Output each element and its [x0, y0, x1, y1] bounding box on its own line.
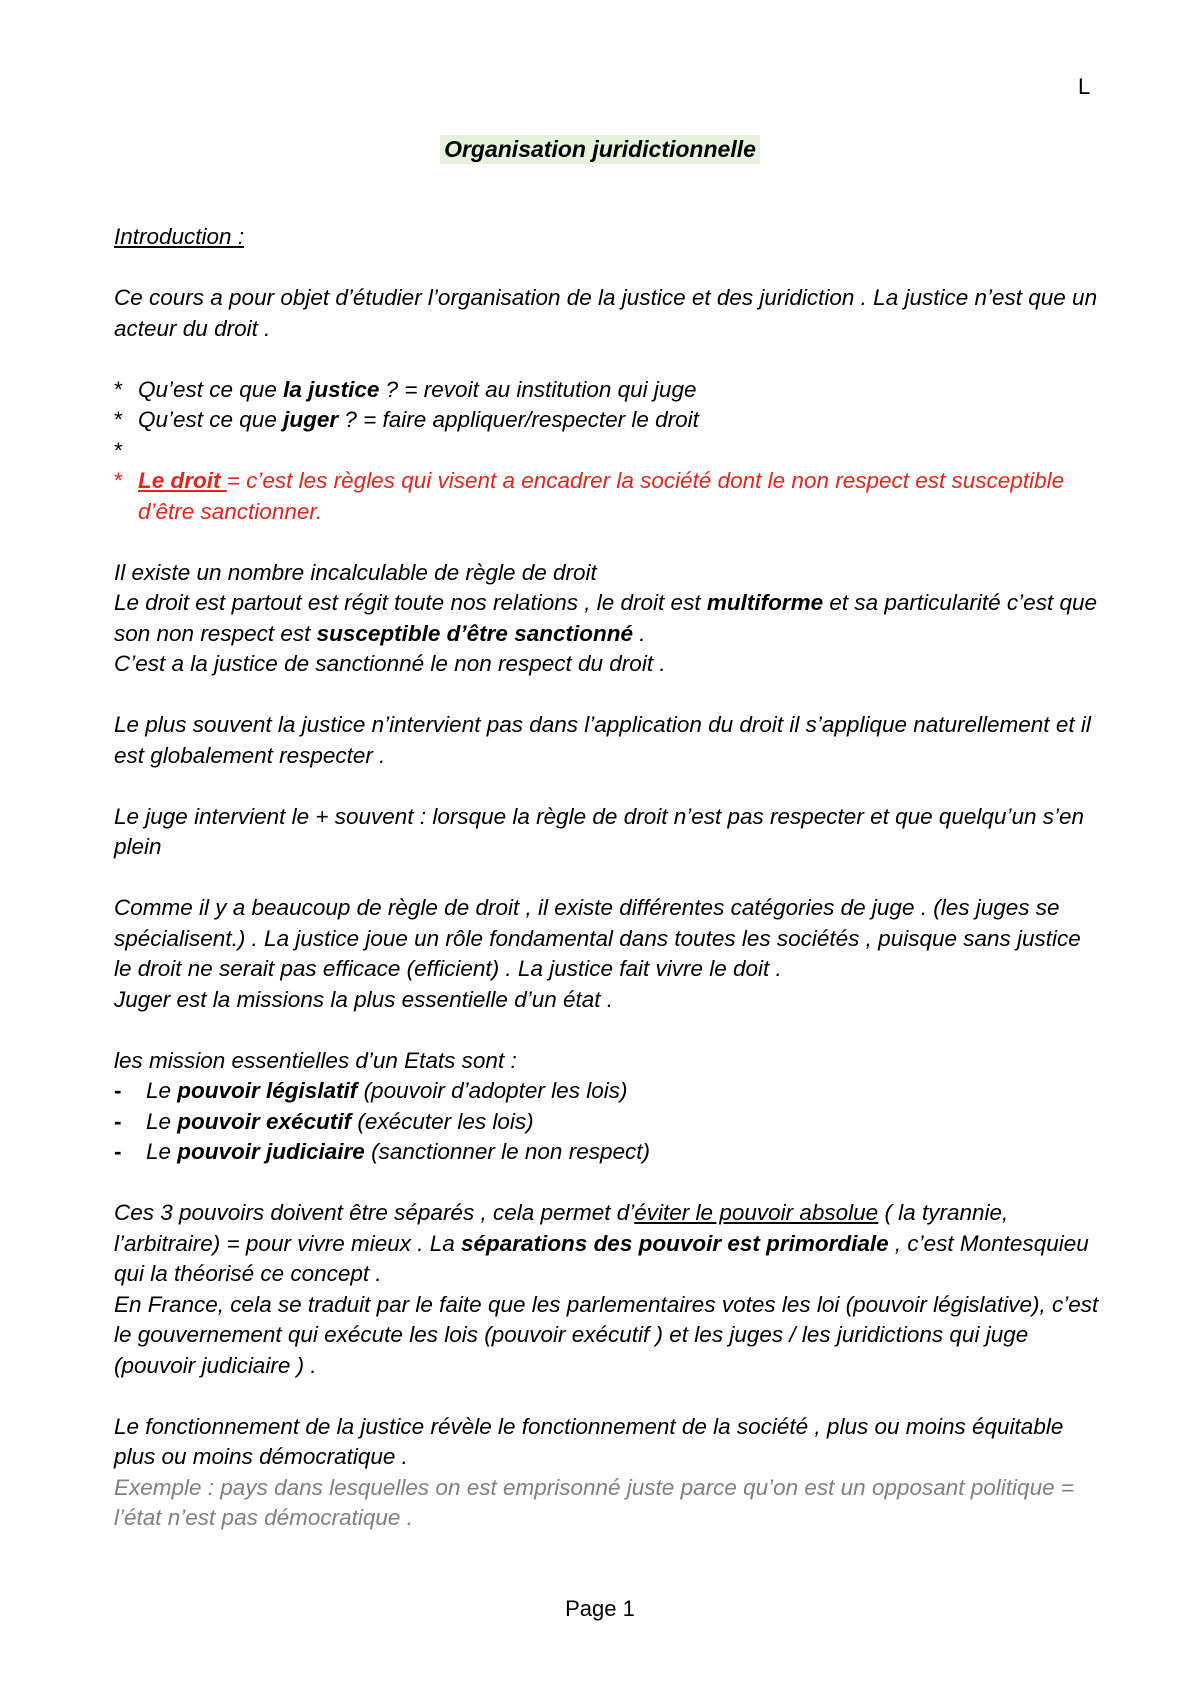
- bold-term: pouvoir judiciaire: [177, 1139, 365, 1164]
- bullet-empty: [114, 436, 1104, 467]
- bold-term: la justice: [283, 376, 380, 402]
- header-mark: L: [1078, 74, 1091, 99]
- paragraph-intro: Ce cours a pour objet d’étudier l’organisation de la justice et des juridiction . La justice n’est que un acteur du droit .: [114, 285, 1098, 341]
- paragraph-droit-line1: Il existe un nombre incalculable de règle de droit: [114, 559, 597, 585]
- paragraph-application: Le plus souvent la justice n’intervient pas dans l’application du droit il s’applique naturellement et il est globalement respecter .: [114, 712, 1091, 768]
- paragraph-juge: Le juge intervient le + souvent : lorsque la règle de droit n’est pas respecter et que quelqu’un s’en plein: [114, 803, 1084, 859]
- paragraph-droit-multiforme: Le droit est partout est régit toute nos relations , le droit est multiforme et sa particularité c’est que son non respect est susceptible d’être sanctionné .: [114, 590, 1097, 646]
- bold-term: multiforme: [706, 590, 824, 615]
- bullet-droit-definition: [114, 466, 1104, 527]
- dash-marker: -: [114, 1139, 122, 1164]
- list-item: - Le pouvoir judiciaire (sanctionner le non respect): [114, 1137, 1104, 1168]
- intro-heading: Introduction :: [114, 224, 245, 249]
- title-container: [0, 135, 1200, 164]
- definition-term: Le droit: [138, 468, 227, 493]
- dash-marker: -: [114, 1108, 122, 1134]
- bullet-justice: * Qu’est ce que la justice ? = revoit au institution qui juge: [114, 375, 1104, 406]
- dash-marker: -: [114, 1078, 122, 1103]
- paragraph-separation: Ces 3 pouvoirs doivent être séparés , cela permet d’éviter le pouvoir absolue ( la tyrannie, l’arbitraire) = pour vivre mieux . La séparations des pouvoir est primordiale , c’est Montesquieu qui la théorisé ce concept .: [114, 1200, 1089, 1286]
- document-title: Organisation juridictionnelle: [440, 135, 760, 164]
- missions-intro: les mission essentielles d’un Etats sont :: [114, 1047, 517, 1073]
- bold-term: juger: [283, 407, 339, 432]
- bold-term: susceptible d’être sanctionné: [316, 620, 633, 646]
- definition-text: = c’est les règles qui visent a encadrer la société dont le non respect est susceptible d’être sanctionner.: [138, 468, 1065, 524]
- paragraph-fonctionnement: Le fonctionnement de la justice révèle le fonctionnement de la société , plus ou moins équitable plus ou moins démocratique .: [114, 1413, 1064, 1469]
- paragraph-missions-etat: Juger est la missions la plus essentielle d’un état .: [114, 986, 614, 1012]
- bold-term: pouvoir exécutif: [177, 1108, 352, 1134]
- bullet-marker: *: [114, 468, 123, 493]
- list-item: - Le pouvoir législatif (pouvoir d’adopter les lois): [114, 1076, 1104, 1107]
- list-item: - Le pouvoir exécutif (exécuter les lois): [114, 1107, 1104, 1138]
- paragraph-categories: Comme il y a beaucoup de règle de droit , il existe différentes catégories de juge . (les juges se spécialisent.) . La justice joue un rôle fondamental dans toutes les sociétés , puisque sans justice le droit ne serait pas efficace (efficient) . La justice fait vivre le doit .: [114, 895, 1081, 981]
- bullet-marker: *: [114, 407, 123, 432]
- bullet-marker: *: [114, 437, 123, 463]
- bullet-juger: * Qu’est ce que juger ? = faire appliquer/respecter le droit: [114, 405, 1104, 436]
- document-body: [114, 222, 1104, 1534]
- paragraph-droit-line4: C’est a la justice de sanctionné le non respect du droit .: [114, 651, 666, 676]
- page-number: Page 1: [565, 1596, 635, 1621]
- bullet-marker: *: [114, 376, 123, 402]
- example-text: Exemple : pays dans lesquelles on est emprisonné juste parce qu’on est un opposant politique = l’état n’est pas démocratique .: [114, 1474, 1074, 1530]
- bold-term: séparations des pouvoir est primordiale: [461, 1230, 889, 1256]
- bold-term: pouvoir législatif: [177, 1078, 358, 1103]
- underlined-phrase: éviter le pouvoir absolue: [634, 1200, 879, 1225]
- paragraph-france: En France, cela se traduit par le faite que les parlementaires votes les loi (pouvoir législative), c’est le gouvernement qui exécute les lois (pouvoir exécutif ) et les juges / les juridictions qui juge (pouvoir judiciaire ) .: [114, 1291, 1099, 1378]
